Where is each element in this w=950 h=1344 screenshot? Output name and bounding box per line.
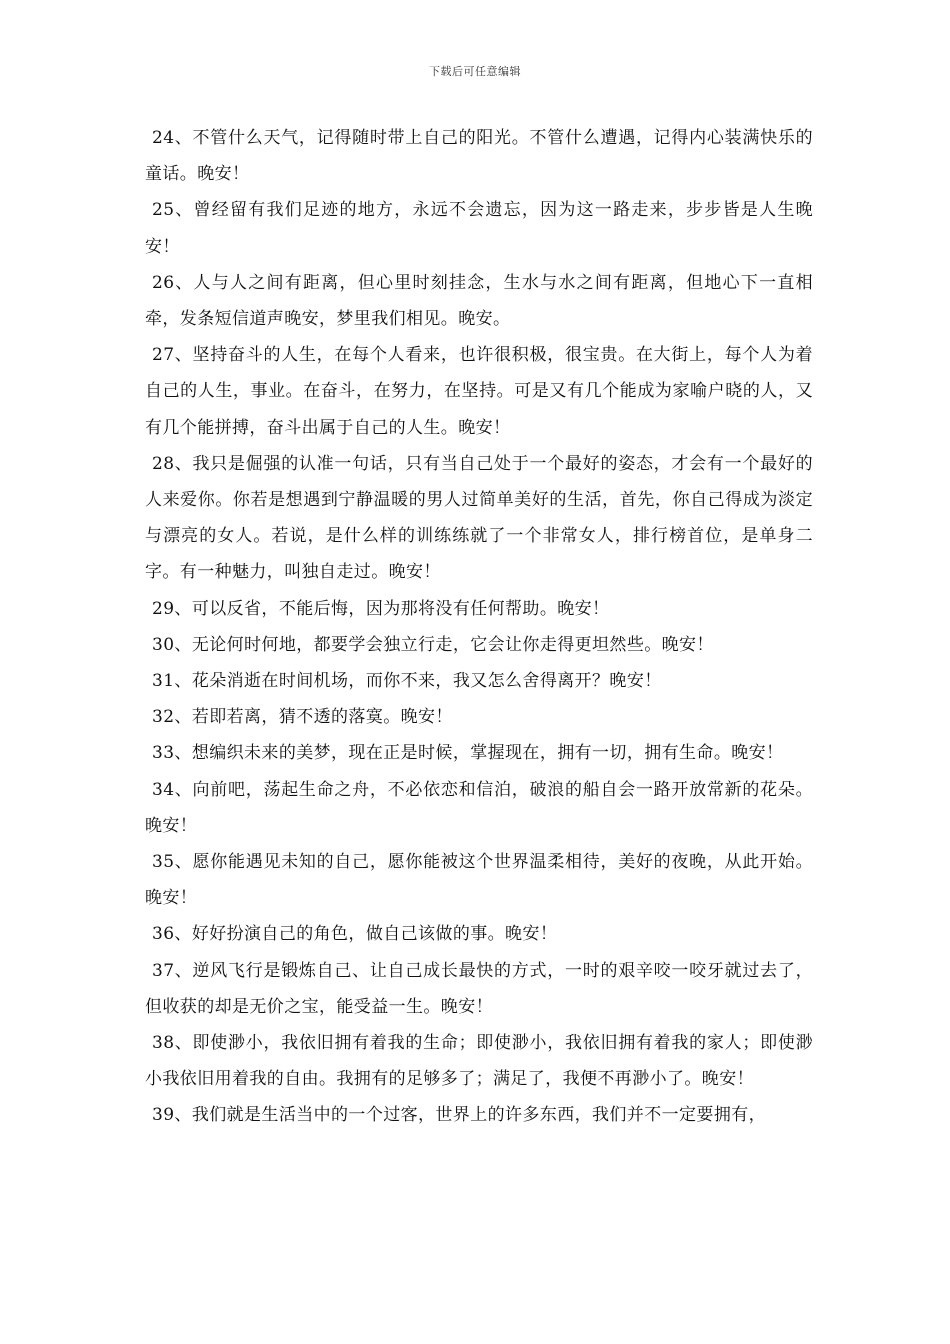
paragraph-27: 27、坚持奋斗的人生，在每个人看来，也许很积极，很宝贵。在大街上，每个人为着自己的人生，事业。在奋斗，在努力，在坚持。可是又有几个能成为家喻户晓的人，又有几个能拼搏，奋斗出属于自己的人生。晚安！ [145, 345, 813, 438]
paragraph-37: 37、逆风飞行是锻炼自己、让自己成长最快的方式，一时的艰辛咬一咬牙就过去了，但收获的却是无价之宝，能受益一生。晚安！ [145, 960, 813, 1017]
paragraph-33: 33、想编织未来的美梦，现在正是时候，掌握现在，拥有一切，拥有生命。晚安！ [152, 743, 784, 764]
paragraph-31: 31、花朵消逝在时间机场，而你不来，我又怎么舍得离开？晚安！ [152, 671, 662, 692]
document-body [145, 120, 813, 1134]
paragraph-36: 36、好好扮演自己的角色，做自己该做的事。晚安！ [152, 924, 558, 945]
paragraph-32: 32、若即若离，猜不透的落寞。晚安！ [152, 707, 453, 728]
paragraph-25: 25、曾经留有我们足迹的地方，永远不会遗忘，因为这一路走来，步步皆是人生晚安！ [145, 200, 813, 257]
page-header: 下载后可任意编辑 [429, 65, 521, 78]
paragraph-29: 29、可以反省，不能后悔，因为那将没有任何帮助。晚安！ [152, 598, 610, 619]
paragraph-39: 39、我们就是生活当中的一个过客，世界上的许多东西，我们并不一定要拥有， [152, 1105, 767, 1126]
paragraph-28: 28、我只是倔强的认准一句话，只有当自己处于一个最好的姿态，才会有一个最好的人来爱你。你若是想遇到宁静温暖的男人过简单美好的生活，首先，你自己得成为淡定与漂亮的女人。若说，是什么样的训练练就了一个非常女人，排行榜首位，是单身二字。有一种魅力，叫独自走过。晚安！ [145, 453, 813, 583]
paragraph-34: 34、向前吧，荡起生命之舟，不必依恋和信泊，破浪的船自会一路开放常新的花朵。晚安！ [145, 779, 813, 836]
paragraph-35: 35、愿你能遇见未知的自己，愿你能被这个世界温柔相待，美好的夜晚，从此开始。晚安！ [145, 852, 813, 909]
paragraph-30: 30、无论何时何地，都要学会独立行走，它会让你走得更坦然些。晚安！ [152, 634, 714, 655]
paragraph-26: 26、人与人之间有距离，但心里时刻挂念，生水与水之间有距离，但地心下一直相牵，发条短信道声晚安，梦里我们相见。晚安。 [145, 272, 813, 330]
paragraph-24: 24、不管什么天气，记得随时带上自己的阳光。不管什么遭遇，记得内心装满快乐的童话。晚安！ [145, 128, 813, 185]
paragraph-38: 38、即使渺小，我依旧拥有着我的生命；即使渺小，我依旧拥有着我的家人；即使渺小我依旧用着我的自由。我拥有的足够多了；满足了，我便不再渺小了。晚安！ [145, 1033, 813, 1090]
